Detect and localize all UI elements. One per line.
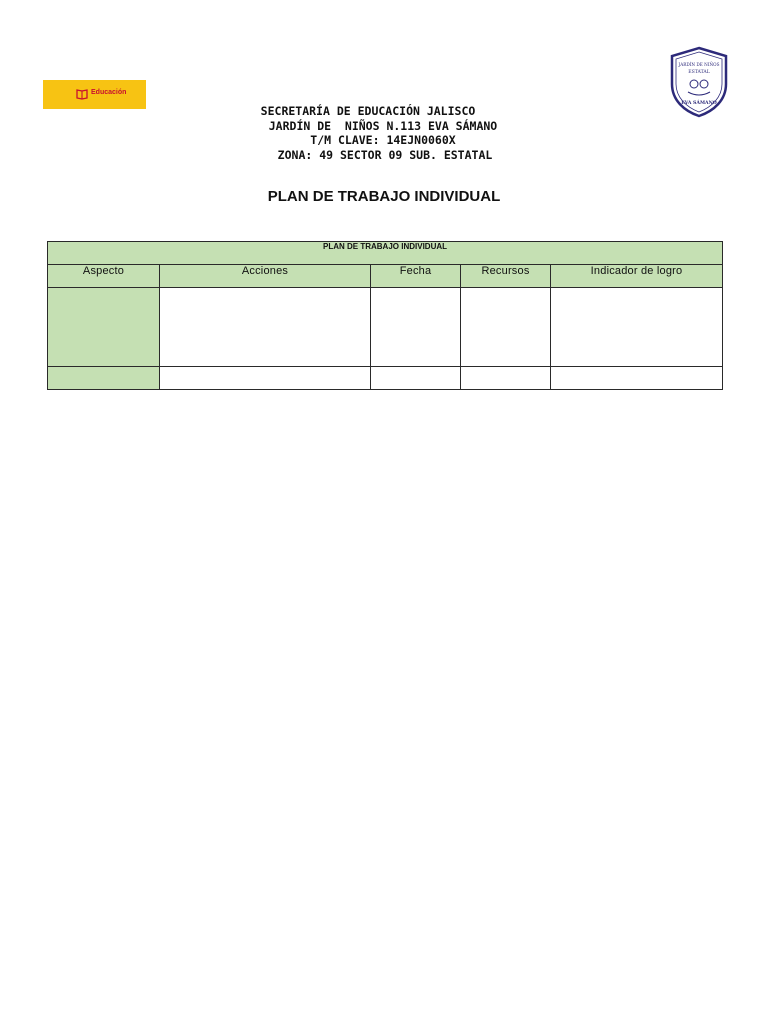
- educacion-logo-text: Educación: [91, 89, 127, 96]
- column-header-acciones: Acciones: [160, 265, 371, 288]
- table-header-row: [48, 265, 723, 288]
- header-line-jardin: JARDÍN DE NIÑOS N.113 EVA SÁMANO: [268, 118, 498, 133]
- column-header-recursos: Recursos: [461, 265, 551, 288]
- cell-indicador[interactable]: [551, 288, 723, 367]
- cell-recursos[interactable]: [461, 288, 551, 367]
- column-header-aspecto: Aspecto: [48, 265, 160, 288]
- cell-fecha[interactable]: [371, 288, 461, 367]
- header-line-secretaria: SECRETARÍA DE EDUCACIÓN JALISCO: [260, 104, 476, 118]
- institution-header: [0, 104, 768, 162]
- cell-acciones[interactable]: [160, 367, 371, 390]
- header-line-clave: T/M CLAVE: 14EJN0060X: [310, 133, 456, 147]
- cell-recursos[interactable]: [461, 367, 551, 390]
- cell-indicador[interactable]: [551, 367, 723, 390]
- seal-text-mid: ESTATAL: [688, 70, 710, 75]
- book-icon: [76, 88, 88, 100]
- cell-acciones[interactable]: [160, 288, 371, 367]
- table-row: [48, 288, 723, 367]
- table-row: [48, 367, 723, 390]
- column-header-fecha: Fecha: [371, 265, 461, 288]
- column-header-indicador: Indicador de logro: [551, 265, 723, 288]
- seal-text-top: JARDÍN DE NIÑOS: [678, 62, 720, 67]
- table-banner-row: [48, 242, 723, 265]
- cell-aspecto[interactable]: [48, 367, 160, 390]
- header-line-zona: ZONA: 49 SECTOR 09 SUB. ESTATAL: [277, 147, 493, 162]
- seal-text-bottom: EVA SÁMANO: [681, 101, 717, 106]
- document-title: PLAN DE TRABAJO INDIVIDUAL: [267, 188, 501, 205]
- cell-fecha[interactable]: [371, 367, 461, 390]
- table-banner: PLAN DE TRABAJO INDIVIDUAL: [48, 242, 723, 265]
- plan-table: [47, 241, 723, 390]
- cell-aspecto[interactable]: [48, 288, 160, 367]
